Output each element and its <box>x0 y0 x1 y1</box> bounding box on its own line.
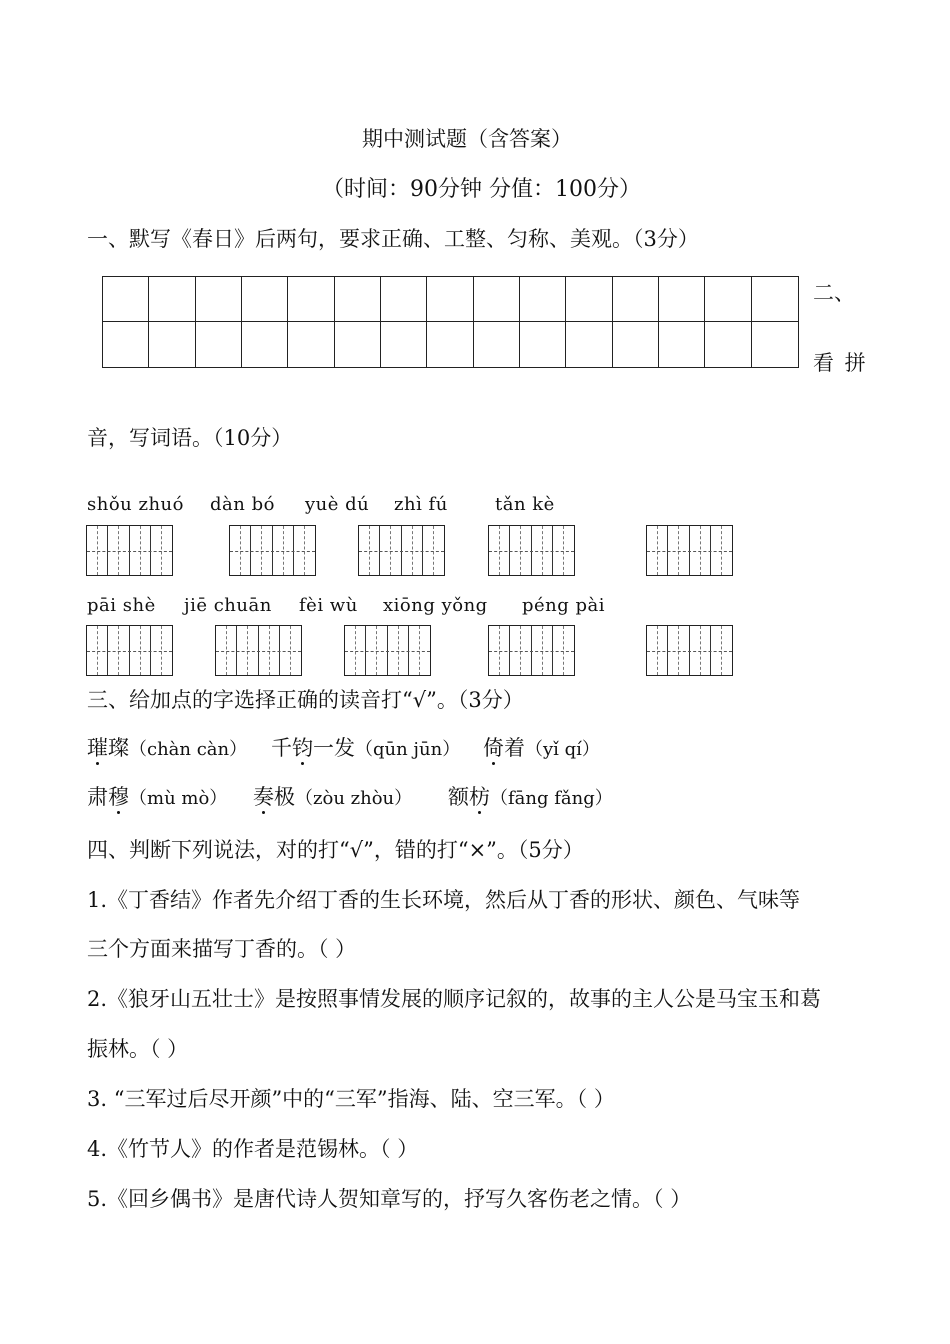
reading-item: 千钧一发（qūn jūn） <box>271 736 461 760</box>
answer-box[interactable] <box>646 625 733 676</box>
reading-item: 璀璨（chàn càn） <box>87 736 248 760</box>
answer-box[interactable] <box>344 625 431 676</box>
reading-item: 奏极（zòu zhòu） <box>253 785 413 809</box>
writing-grid[interactable] <box>102 276 799 368</box>
section4-heading: 四、判断下列说法，对的打“√”，错的打“×”。（5分） <box>87 838 584 862</box>
reading-item: 额枋（fāng fǎng） <box>448 785 613 809</box>
answer-box[interactable] <box>646 525 733 576</box>
reading-item: 肃穆（mù mò） <box>87 785 228 809</box>
question-1: 1.《丁香结》作者先介绍丁香的生长环境，然后从丁香的形状、颜色、气味等 <box>87 888 801 912</box>
question-2: 2.《狼牙山五壮士》是按照事情发展的顺序记叙的，故事的主人公是马宝玉和葛 <box>87 987 822 1011</box>
answer-box[interactable] <box>229 525 316 576</box>
question-3: 3. “三军过后尽开颜”中的“三军”指海、陆、空三军。（ ） <box>87 1087 615 1111</box>
section2-heading-b: 看 拼 <box>813 351 868 375</box>
question-1-cont: 三个方面来描写丁香的。（ ） <box>87 937 357 961</box>
section1-heading: 一、默写《春日》后两句，要求正确、工整、匀称、美观。（3分） <box>87 227 699 251</box>
pinyin-label: yuè dú <box>305 494 370 515</box>
answer-box[interactable] <box>86 625 173 676</box>
page-title: 期中测试题（含答案） <box>362 127 572 151</box>
question-5: 5.《回乡偶书》是唐代诗人贺知章写的，抒写久客伤老之情。（ ） <box>87 1187 692 1211</box>
reading-item: 倚着（yǐ qí） <box>483 736 600 760</box>
pinyin-label: tǎn kè <box>495 494 555 515</box>
question-2-cont: 振林。（ ） <box>87 1037 189 1061</box>
answer-box[interactable] <box>488 625 575 676</box>
answer-box[interactable] <box>358 525 445 576</box>
question-4: 4.《竹节人》的作者是范锡林。（ ） <box>87 1137 419 1161</box>
page-subtitle: （时间：90分钟 分值：100分） <box>322 177 641 202</box>
answer-box[interactable] <box>488 525 575 576</box>
pinyin-label: jiē chuān <box>184 595 272 616</box>
section2-heading-c: 音，写词语。（10分） <box>87 426 293 450</box>
section3-heading: 三、给加点的字选择正确的读音打“√”。（3分） <box>87 688 524 712</box>
pinyin-label: xiōng yǒng <box>383 595 488 616</box>
pinyin-label: fèi wù <box>299 595 358 616</box>
section2-heading-a: 二、 <box>813 281 855 305</box>
pinyin-label: shǒu zhuó <box>87 494 184 515</box>
answer-box[interactable] <box>86 525 173 576</box>
pinyin-label: pāi shè <box>87 595 156 616</box>
answer-box[interactable] <box>215 625 302 676</box>
pinyin-label: zhì fú <box>394 494 448 515</box>
pinyin-label: péng pài <box>522 595 606 616</box>
pinyin-label: dàn bó <box>210 494 275 515</box>
